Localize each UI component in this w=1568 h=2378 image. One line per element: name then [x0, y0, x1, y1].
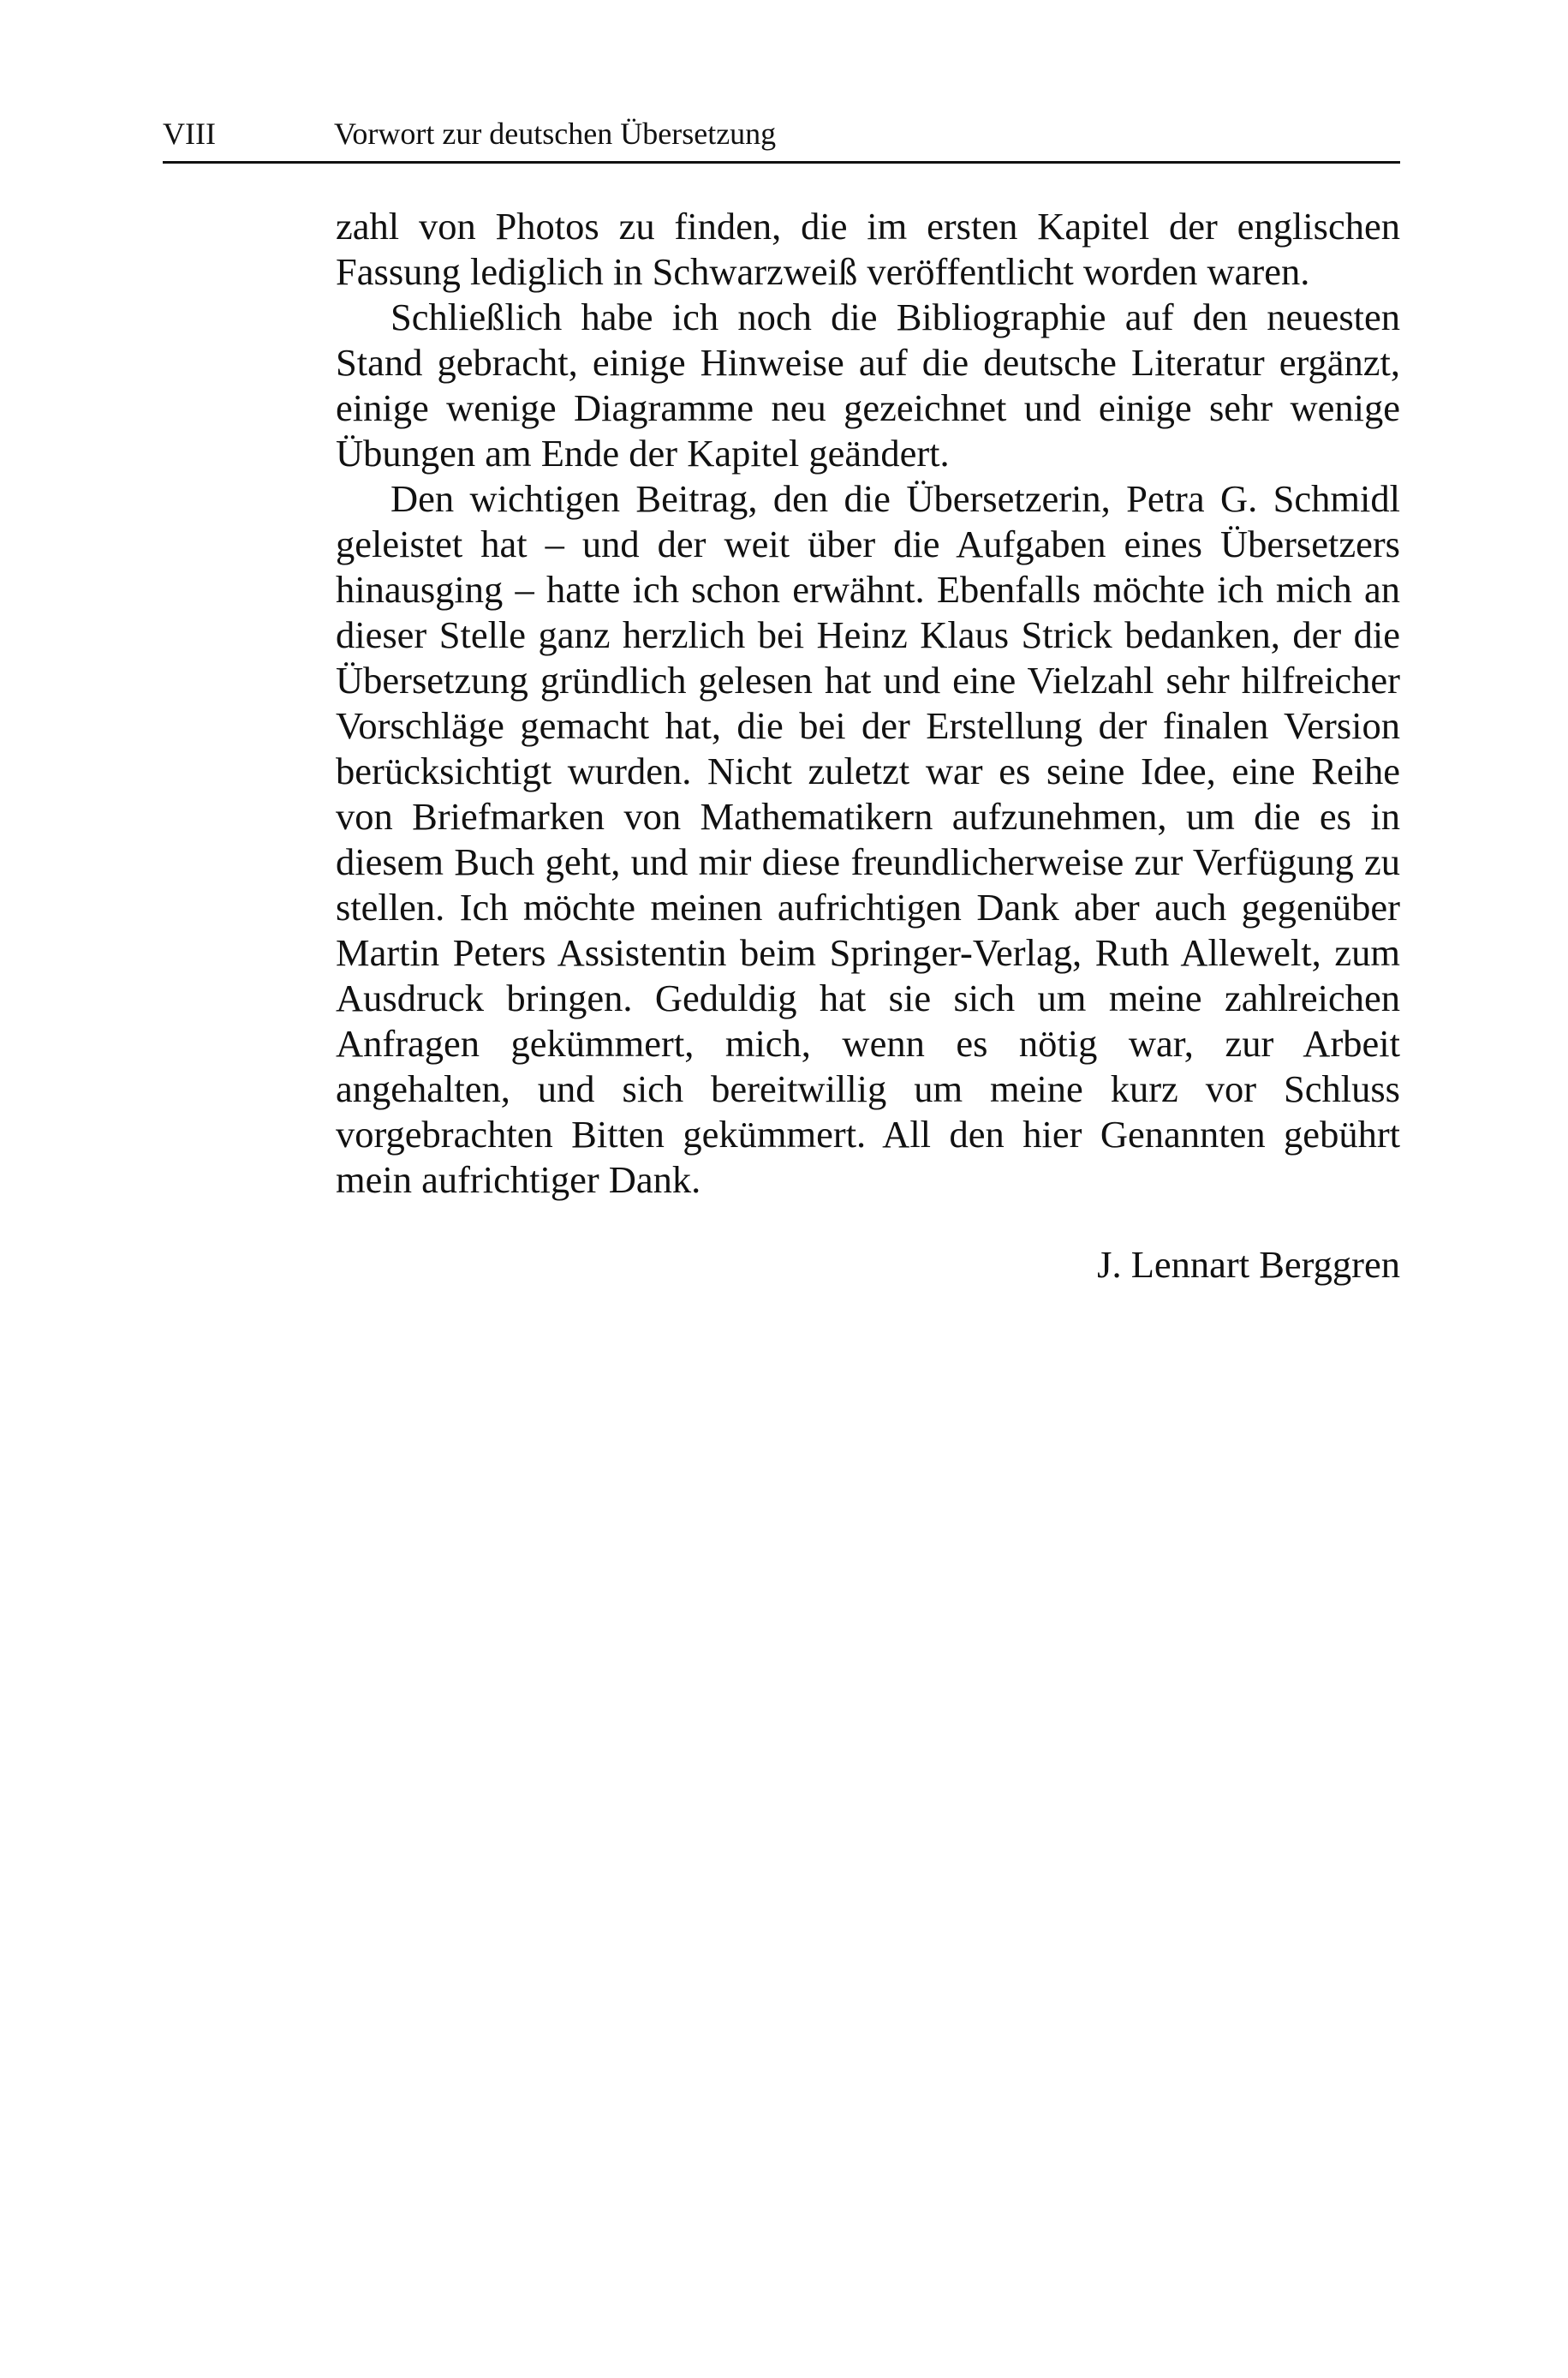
paragraph-acknowledgements: Den wichtigen Beitrag, den die Übersetzerin, Petra G. Schmidl geleistet hat – und der weit über die Aufgaben eines Übersetzers hinausging – hatte ich schon erwähnt. Ebenfalls möchte ich mich an dieser Stelle ganz herzlich bei Heinz Klaus Strick bedanken, der die Übersetzung gründlich gelesen hat und eine Vielzahl sehr hilfreicher Vorschläge gemacht hat, die bei der Erstellung der finalen Version berücksichtigt wurden. Nicht zuletzt war es seine Idee, eine Reihe von Briefmarken von Mathematikern aufzunehmen, um die es in diesem Buch geht, und mir diese freundlicherweise zur Verfügung zu stellen. Ich möchte meinen aufrichtigen Dank aber auch gegenüber Martin Peters Assistentin beim Springer-Verlag, Ruth Allewelt, zum Ausdruck bringen. Geduldig hat sie sich um meine zahlreichen Anfragen gekümmert, mich, wenn es nötig war, zur Arbeit angehalten, und sich bereitwillig um meine kurz vor Schluss vorgebrachten Bitten gekümmert. All den hier Genannten gebührt mein aufrichtiger Dank.	[336, 477, 1400, 1201]
author-signature: J. Lennart Berggren	[1097, 1243, 1400, 1286]
paragraph-continuation: zahl von Photos zu finden, die im ersten Kapitel der englischen Fassung lediglich in Schwarzweiß veröffentlicht worden waren.	[336, 205, 1400, 293]
paragraph-bibliography: Schließlich habe ich noch die Bibliographie auf den neuesten Stand gebracht, einige Hinweise auf die deutsche Literatur ergänzt, einige wenige Diagramme neu gezeichnet und einige sehr wenige Übungen am Ende der Kapitel geändert.	[336, 296, 1400, 475]
running-head	[163, 117, 1400, 164]
running-head-title: Vorwort zur deutschen Übersetzung	[334, 117, 777, 151]
body-text	[336, 204, 1400, 1288]
page-number: VIII	[163, 117, 216, 151]
